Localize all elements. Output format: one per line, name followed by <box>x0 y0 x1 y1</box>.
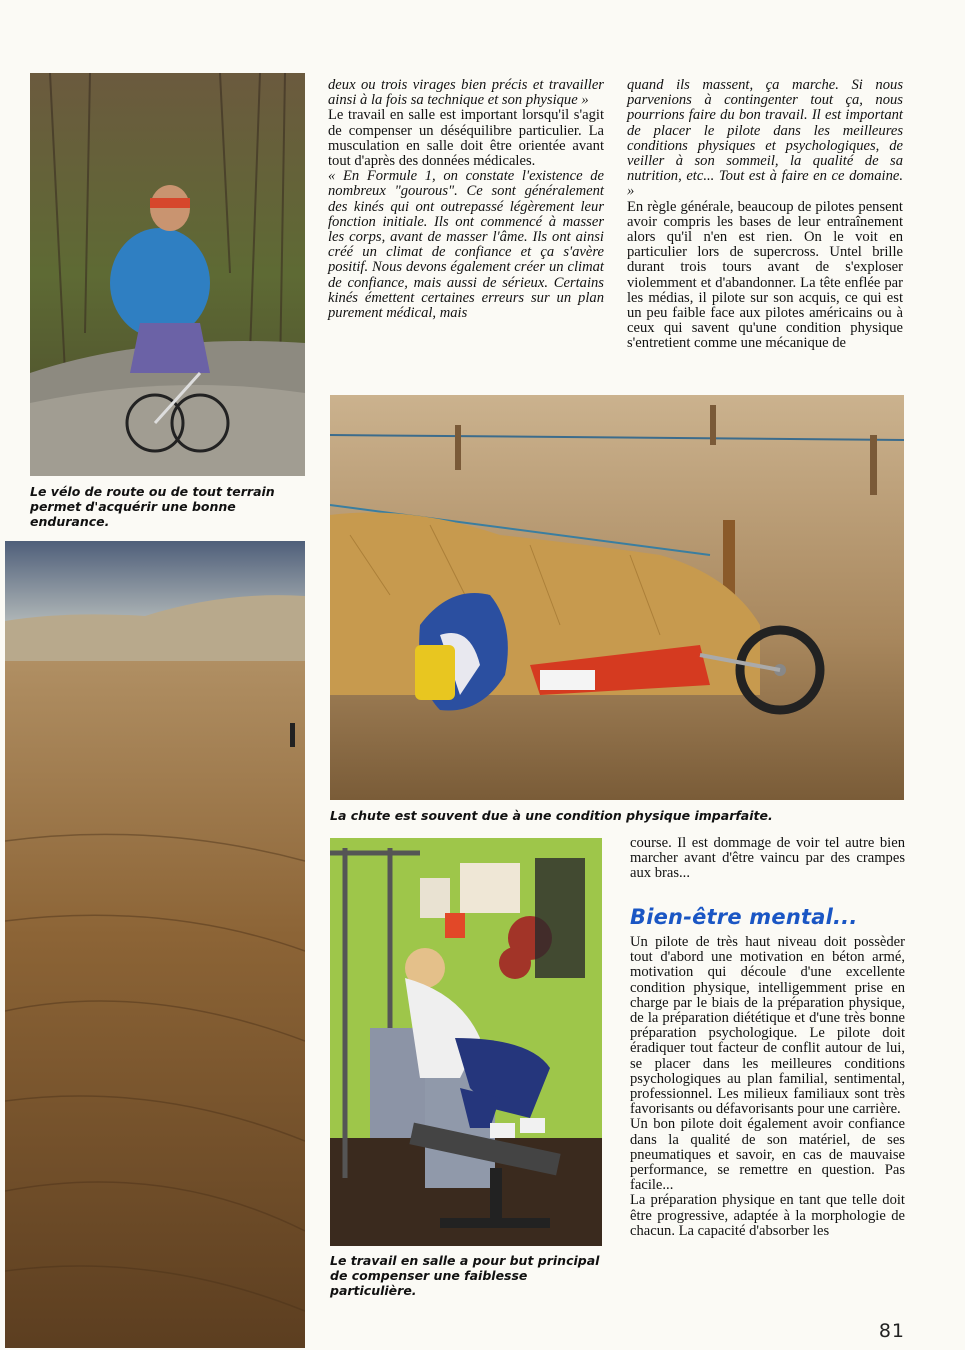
column-4-paragraph-3: Un bon pilote doit également avoir confiance dans la qualité de son matériel, de ses pneumatiques et savoir, en cas de mauvaise performance, se remettre en question. Pas facile... <box>630 1116 905 1194</box>
article-column-2 <box>328 78 604 321</box>
article-column-3 <box>627 78 903 352</box>
section-heading: Bien-être mental... <box>630 905 858 929</box>
column-2-paragraph-1: deux ou trois virages bien précis et travailler ainsi à la fois sa technique et son physique » <box>328 77 604 109</box>
column-3-paragraph-2: En règle générale, beaucoup de pilotes pensent avoir compris les bases de leur entraînement alors qu'il n'en est rien. On le voit en particulier lors de supercross. Untel brille durant trois tours avant de s'exploser violemment et d'abandonner. La tête enflée par les médias, il pilote sur son acquis, ce qui est un peu faible face aux pilotes américains ou à ceux qui savent qu'une condition physique s'entretient comme une mécanique de <box>627 198 903 352</box>
column-3-paragraph-1: quand ils massent, ça marche. Si nous parvenions à contingenter tout ça, nous pourrions faire du bon travail. Il est important de placer le pilote dans les meilleures conditions physiques et psychologiques, de veiller à son sommeil, la qualité de sa nutrition, etc... Tout est à faire en ce domaine. » <box>627 77 903 200</box>
crash-caption: La chute est souvent due à une condition physique imparfaite. <box>330 808 773 823</box>
cyclist-caption: Le vélo de route ou de tout terrain permet d'acquérir une bonne endurance. <box>30 484 275 529</box>
dunes-photo <box>5 541 305 1348</box>
article-column-4 <box>630 935 905 1239</box>
page-number: 81 <box>878 1320 905 1342</box>
cyclist-photo <box>30 73 305 476</box>
gym-photo <box>330 838 602 1246</box>
column-2-paragraph-2: Le travail en salle est important lorsqu'il s'agit de compenser un déséquilibre particulier. La musculation en salle doit être orientée avant tout d'après des données médicales. <box>328 107 604 170</box>
column-4-paragraph-4: La préparation physique en tant que telle doit être progressive, adaptée à la morphologie de chacun. La capacité d'absorber les <box>630 1192 905 1239</box>
article-column-4-intro <box>630 836 905 882</box>
crash-photo <box>330 395 904 800</box>
column-4-paragraph-2: Un pilote de très haut niveau doit possèder tout d'abord une motivation en béton armé, motivation qui découle d'une excellente condition physique, intelligemment prise en charge par le biais de la préparation physique, de la préparation diététique et d'une très bonne préparation psychologique. Le pilote doit éradiquer tout facteur de conflit autour de lui, se placer dans les meilleures conditions psychologiques au plan familial, sentimental, professionnel. Les milieux familiaux sont très favorisants ou défavorisants pour une carrière. <box>630 934 905 1118</box>
gym-caption: Le travail en salle a pour but principal de compenser une faiblesse particulière. <box>330 1253 600 1298</box>
column-4-paragraph-1: course. Il est dommage de voir tel autre bien marcher avant d'être vaincu par des crampes aux bras... <box>630 835 905 882</box>
column-2-paragraph-3: « En Formule 1, on constate l'existence de nombreux "gourous". Ce sont généralement des kinés qui ont outrepassé légèrement leur fonction initiale. Ils ont commencé à masser les corps, avant de masser l'âme. Ils ont ainsi créé un climat de confiance et ça s'avère positif. Nous devons également créer un climat de confiance, mais aussi de sérieux. Certains kinés émettent certaines erreurs sur un plan purement médical, mais <box>328 168 604 322</box>
